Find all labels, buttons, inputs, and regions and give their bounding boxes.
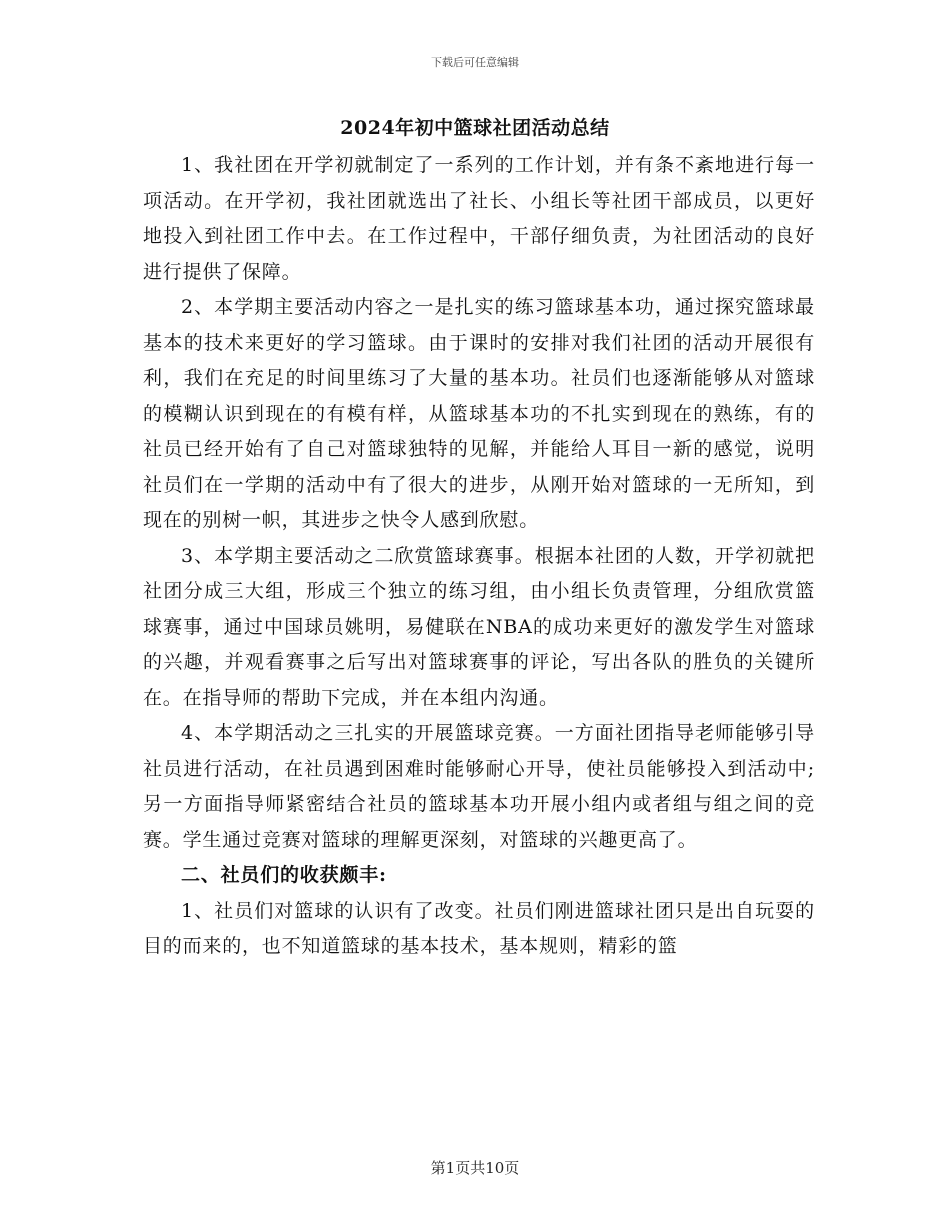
document-body (143, 148, 815, 965)
paragraph-2: 2、本学期主要活动内容之一是扎实的练习篮球基本功，通过探究篮球最基本的技术来更好的学习篮球。由于课时的安排对我们社团的活动开展很有利，我们在充足的时间里练习了大量的基本功。社员们也逐渐能够从对篮球的模糊认识到现在的有模有样，从篮球基本功的不扎实到现在的熟练，有的社员已经开始有了自己对篮球独特的见解，并能给人耳目一新的感觉，说明社员们在一学期的活动中有了很大的进步，从刚开始对篮球的一无所知，到现在的别树一帜，其进步之快令人感到欣慰。 (143, 296, 815, 531)
document-title: 2024年初中篮球社团活动总结 (340, 117, 610, 139)
paragraph-3: 3、本学期主要活动之二欣赏篮球赛事。根据本社团的人数，开学初就把社团分成三大组，形成三个独立的练习组，由小组长负责管理，分组欣赏篮球赛事，通过中国球员姚明，易健联在NBA的成功来更好的激发学生对篮球的兴趣，并观看赛事之后写出对篮球赛事的评论，写出各队的胜负的关键所在。在指导师的帮助下完成，并在本组内沟通。 (143, 544, 815, 709)
section-paragraph-1: 1、社员们对篮球的认识有了改变。社员们刚进篮球社团只是出自玩耍的目的而来的，也不知道篮球的基本技术，基本规则，精彩的篮 (143, 899, 815, 957)
paragraph-1: 1、我社团在开学初就制定了一系列的工作计划，并有条不紊地进行每一项活动。在开学初，我社团就选出了社长、小组长等社团干部成员，以更好地投入到社团工作中去。在工作过程中，干部仔细负责，为社团活动的良好进行提供了保障。 (143, 154, 815, 283)
section-heading: 二、社员们的收获颇丰: (181, 864, 387, 886)
paragraph-4: 4、本学期活动之三扎实的开展篮球竞赛。一方面社团指导老师能够引导社员进行活动，在社员遇到困难时能够耐心开导，使社员能够投入到活动中;另一方面指导师紧密结合社员的篮球基本功开展小组内或者组与组之间的竞赛。学生通过竞赛对篮球的理解更深刻，对篮球的兴趣更高了。 (143, 722, 815, 851)
page-number: 第1页共10页 (430, 1159, 520, 1177)
header-note: 下载后可任意编辑 (431, 56, 519, 69)
